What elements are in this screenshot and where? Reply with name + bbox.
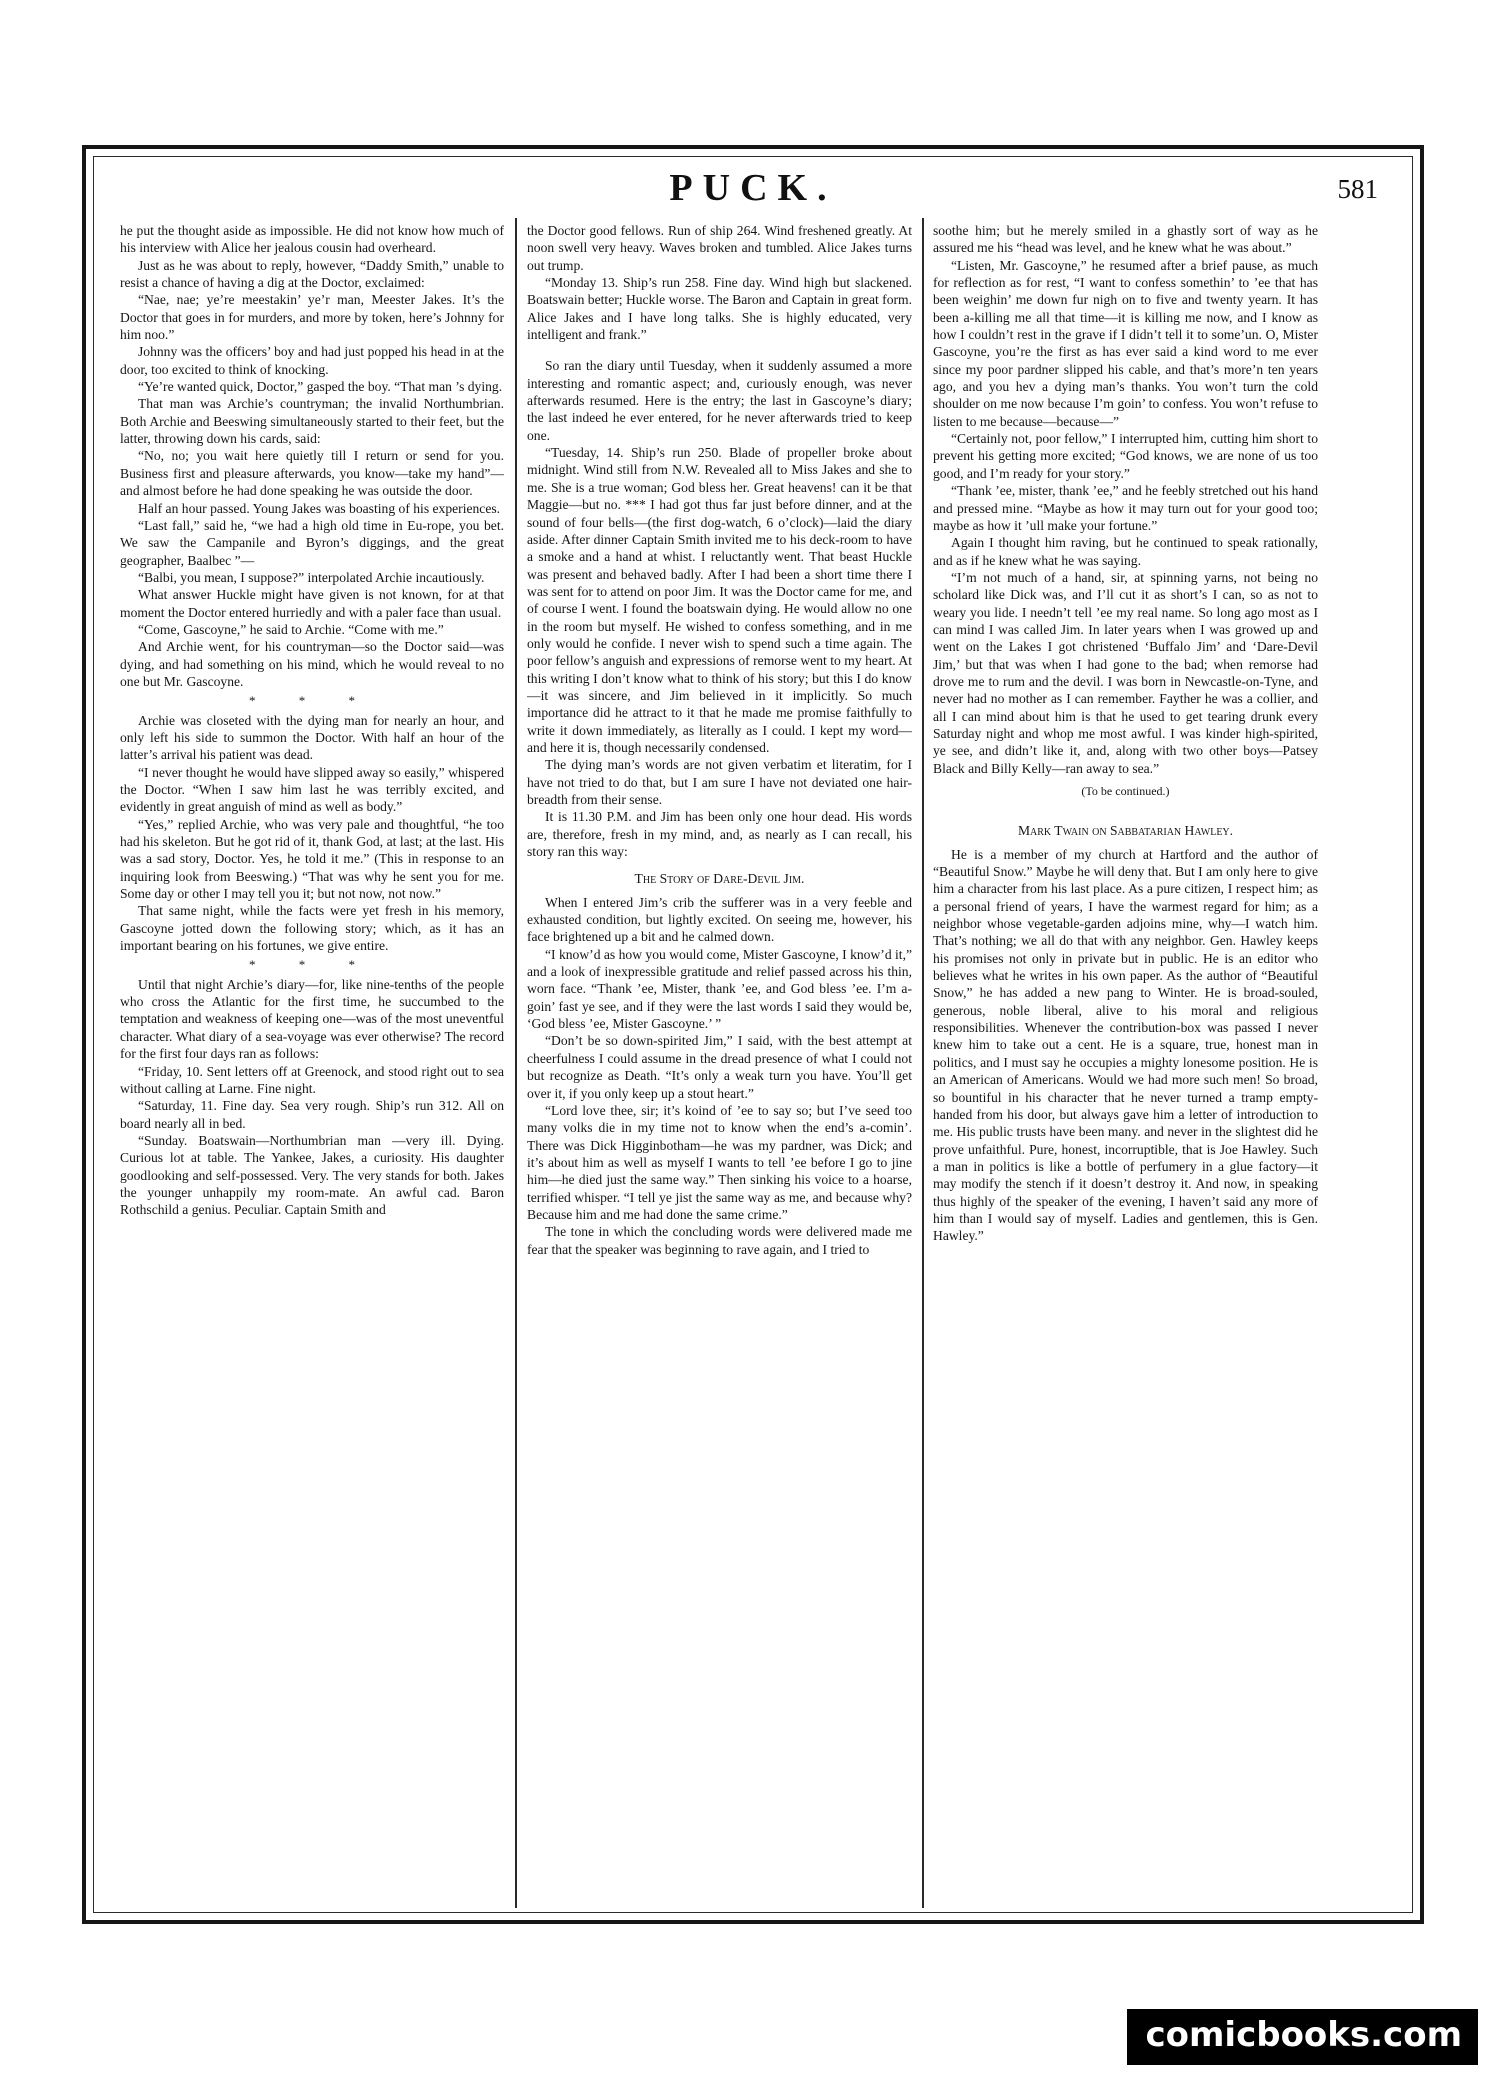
section-break: * * * [249,957,375,973]
paragraph: The dying man’s words are not given verbatim et literatim, for I have not tried to do that, but I am sure I have not deviated one hair-breadth from their sense. [527,757,912,807]
site-watermark: comicbooks.com [1127,2009,1478,2065]
paragraph: “I’m not much of a hand, sir, at spinning yarns, not being no scholard like Dick was, and I’ll cut it as short’s I can, so as not to weary you lide. I needn’t tell ’ee my real name. So long ago most as I can mind I was called Jim. In later years when I was growed up and went on the Lakes I got christened ‘Buffalo Jim’ and ‘Dare-Devil Jim,’ but that was when I had gone to the bad; when remorse had drove me to rum and the devil. I was born in Newcastle-on-Tyne, and never had no mother as I can remember. Fayther he was a collier, and all I can mind about him is that he used to get tearing drunk every Saturday night and whop me most awful. I was kinder high-spirited, ye see, and didn’t like it, and, along with two other boys—Patsey Black and Billy Kelly—ran away to sea.” [933,569,1318,776]
paragraph: soothe him; but he merely smiled in a ghastly sort of way as he assured me his “head was level, and he knew what he was about.” [933,223,1318,256]
text-column-1 [120,222,504,1902]
paragraph: When I entered Jim’s crib the sufferer was in a very feeble and exhausted condition, but lightly excited. On seeing me, however, his face brightened up a bit and he calmed down. [527,894,912,945]
paragraph: That same night, while the facts were yet fresh in his memory, Gascoyne jotted down the following story; which, as it has an important bearing on his fortunes, we give entire. [120,903,504,954]
paragraph: What answer Huckle might have given is not known, for at that moment the Doctor entered hurriedly and with a paler face than usual. [120,587,504,620]
paragraph: “Lord love thee, sir; it’s koind of ’ee to say so; but I’ve seed too many volks die in my time not to know when the end’s a-comin’. There was Dick Higginbotham—he was my pardner, was Dick; and it’s about him as well as myself I wants to tell ’ee before I go to jine him—he died just the same way.” Then sinking his voice to a hoarse, terrified whisper. “I tell ye jist the same way as me, and because why? Because him and me had done the same crime.” [527,1102,912,1222]
masthead [93,162,1413,212]
story-heading: The Story of Dare-Devil Jim. [634,871,805,887]
paragraph: “Ye’re wanted quick, Doctor,” gasped the boy. “That man ’s dying. [138,379,503,395]
paragraph: the Doctor good fellows. Run of ship 264. Wind freshened greatly. At noon swell very heavy. Waves broken and tumbled. Alice Jakes turns out trump. [527,223,912,273]
paragraph: “Friday, 10. Sent letters off at Greenock, and stood right out to sea without calling at Larne. Fine night. [120,1063,504,1096]
column-rule [922,218,924,1908]
paragraph: Again I thought him raving, but he continued to speak rationally, and as if he knew what he was saying. [933,535,1318,568]
paragraph: The tone in which the concluding words were delivered made me fear that the speaker was beginning to rave again, and I tried to [527,1224,912,1257]
paragraph-gap [527,343,912,357]
paragraph: “Thank ’ee, mister, thank ’ee,” and he feebly stretched out his hand and pressed mine. “Maybe as how it may turn out for your good too; maybe as how it ’ull make your fortune.” [933,483,1318,533]
continued-note: (To be continued.) [1081,784,1170,798]
paragraph: Just as he was about to reply, however, “Daddy Smith,” unable to resist a chance of having a dig at the Doctor, exclaimed: [120,257,504,291]
paragraph: “Listen, Mr. Gascoyne,” he resumed after a brief pause, as much for reflection as for rest, “I want to confess somethin’ to ’ee that has been weighin’ me down fur nigh on to five and twenty yearn. It has been a-killing me all that time—it is killing me now, and I know as how I couldn’t rest in the grave if I didn’t tell it to some’un. O, Mister Gascoyne, you’re the first as has ever said a kind word to me ever since my poor pardner slipped his cable, and that’s more’n ten years ago, and you hev a dying man’s thanks. You won’t turn the cold shoulder on me now because I’m goin’ to confess. You won’t refuse to listen to me because—because—” [933,257,1318,429]
paragraph: “Balbi, you mean, I suppose?” interpolated Archie incautiously. [138,569,485,585]
paragraph: “Saturday, 11. Fine day. Sea very rough. Ship’s run 312. All on board nearly all in bed. [120,1098,504,1131]
paragraph: He is a member of my church at Hartford and the author of “Beautiful Snow.” Maybe he will deny that. But I am only here to give him a character from his last place. As a pure citizen, I respect him; as a personal friend of years, I have the warmest regard for him; as a neighbor whose vegetable-garden adjoins mine, why—I watch him. That’s nothing; we all do that with any neighbor. Gen. Hawley keeps his promises not only in private but in public. He is an editor who believes what he writes in his own paper. As the author of “Beautiful Snow,” he has added a new pang to Winter. He is broad-souled, generous, noble liberal, alive to his moral and religious responsibilities. Whenever the contribution-box was passed I never knew him to take out a cent. He is a square, true, honest man in politics, and I must say he occupies a mighty lonesome position. He is an American of Americans. Would we had more such men! So broad, so bountiful in his character that he never turned a tramp empty-handed from his door, but always gave him a letter of introduction to me. His public trusts have been many. and never in the slightest did he prove unfaithful. Pure, honest, incorruptible, that is Joe Hawley. Such a man in politics is like a bottle of perfumery in a glue factory—it may modify the stench if it doesn’t destroy it. And now, in speaking thus highly of the speaker of the evening, I haven’t said any more of him than I would say of myself. Ladies and gentlemen, this is Gen. Hawley.” [933,846,1318,1244]
paragraph: “Yes,” replied Archie, who was very pale and thoughtful, “he too had his skeleton. But he got rid of it, thank God, at last; at the last. His was a sad story, Doctor. Yes, he told it me.” (This in response to an inquiring look from Beeswing.) “That was why he sent you for me. Some day or other I may tell you it; but not now, not now.” [120,816,504,902]
paragraph: “Nae, nae; ye’re meestakin’ ye’r man, Meester Jakes. It’s the Doctor that goes in for murders, and more by token, here’s Johnny for him noo.” [120,292,504,343]
section-break: * * * [249,693,375,709]
paragraph: “Last fall,” said he, “we had a high old time in Eu-rope, you bet. We saw the Campanile and Byron’s diggings, and the great geographer, Baalbec ”— [120,517,504,568]
text-column-2 [527,222,912,1902]
paragraph: It is 11.30 P.M. and Jim has been only one hour dead. His words are, therefore, fresh in my mind, and, as nearly as I can recall, his story ran this way: [527,809,912,860]
story-heading: Mark Twain on Sabbatarian Hawley. [1017,823,1234,839]
paragraph: “Don’t be so down-spirited Jim,” I said, with the best attempt at cheerfulness I could assume in the dread presence of what I could not but recognize as Death. “It’s only a weak turn you have. You’ll get over it, if you only keep up a stout heart.” [527,1033,912,1101]
paragraph: Until that night Archie’s diary—for, like nine-tenths of the people who cross the Atlantic for the first time, he succumbed to the temptation and weakness of keeping one—was of the most uneventful character. What diary of a sea-voyage was ever otherwise? The record for the first four days ran as follows: [120,976,504,1062]
paragraph: Johnny was the officers’ boy and had just popped his head in at the door, too excited to think of knocking. [120,344,504,377]
paragraph: he put the thought aside as impossible. He did not know how much of his interview with Alice her jealous cousin had overheard. [120,223,504,256]
paragraph: Archie was closeted with the dying man for nearly an hour, and only left his side to summon the Doctor. With half an hour of the latter’s arrival his patient was dead. [120,712,504,763]
paragraph: “Monday 13. Ship’s run 258. Fine day. Wind high but slackened. Boatswain better; Huckle worse. The Baron and Captain in great form. Alice Jakes and I have long talks. She is highly educated, very intelligent and frank.” [527,275,912,343]
paragraph: So ran the diary until Tuesday, when it suddenly assumed a more interesting and romantic aspect; and, curiously enough, was never afterwards resumed. Here is the entry; the last in Gascoyne’s diary; the last indeed he ever entered, for he never afterwards tried to keep one. [527,358,912,443]
paragraph: “Tuesday, 14. Ship’s run 250. Blade of propeller broke about midnight. Wind still from N.W. Revealed all to Miss Jakes and she to me. She is a true woman; God bless her. Great heavens! can it be that Maggie—but no. *** I had got thus far just before dinner, and at the sound of four bells—(the first dog-watch, 6 o’clock)—laid the diary aside. After dinner Captain Smith invited me to his deck-room to have a smoke and a hand at whist. I reluctantly went. That beast Huckle was present and behaved badly. After I had been a short time there I was sent for to attend on poor Jim. It was the Doctor came for me, and of course I went. I found the boatswain dying. He would allow no one in the room but myself. He wished to confess something, and in me only would he confide. I never wish to spend such a time again. The poor fellow’s anguish and expressions of remorse went to my heart. At this writing I don’t know what to think of his story; but this I do know—it was sincere, and Jim believed in it implicitly. So much importance did he attract to it that he made me promise faithfully to write it down immediately, as literally as I could. I kept my word—and here it is, though necessarily condensed. [527,445,912,755]
column-rule [515,218,517,1908]
paragraph: “I know’d as how you would come, Mister Gascoyne, I know’d it,” and a look of inexpressible gratitude and relief passed across his thin, worn face. “Thank ’ee, Mister, thank ’ee, and God bless ’ee. I’m a-goin’ fast ye see, and if they were the last words I said they would be, ‘God bless ’ee, Mister Gascoyne.’ ” [527,946,912,1032]
paragraph: Half an hour passed. Young Jakes was boasting of his experiences. [138,500,501,516]
paragraph: “No, no; you wait here quietly till I return or send for you. Business first and pleasure afterwards, you know—take my hand”—and almost before he had done speaking he was outside the door. [120,448,504,499]
paragraph: “Certainly not, poor fellow,” I interrupted him, cutting him short to prevent his getting more excited; “God knows, we are none of us too good, and I’m ready for your story.” [933,431,1318,481]
paragraph: “Sunday. Boatswain—Northumbrian man —very ill. Dying. Curious lot at table. The Yankee, Jakes, a curiosity. His daughter goodlooking and self-possessed. Very. The very stands for both. Jakes the younger unhappily my room-mate. An awful cad. Baron Rothschild a genius. Peculiar. Captain Smith and [120,1132,504,1218]
paragraph: “I never thought he would have slipped away so easily,” whispered the Doctor. “When I saw him last he was terribly excited, and evidently in great anguish of mind as well as body.” [120,764,504,815]
page-number: 581 [1337,174,1378,204]
magazine-title: PUCK. [669,167,837,209]
paragraph: That man was Archie’s countryman; the invalid Northumbrian. Both Archie and Beeswing simultaneously started to their feet, but the latter, throwing down his cards, said: [120,396,504,447]
text-column-3 [933,222,1318,1902]
paragraph: And Archie went, for his countryman—so the Doctor said—was dying, and had something on his mind, which he would reveal to no one but Mr. Gascoyne. [120,639,504,689]
paragraph: “Come, Gascoyne,” he said to Archie. “Come with me.” [138,621,444,637]
